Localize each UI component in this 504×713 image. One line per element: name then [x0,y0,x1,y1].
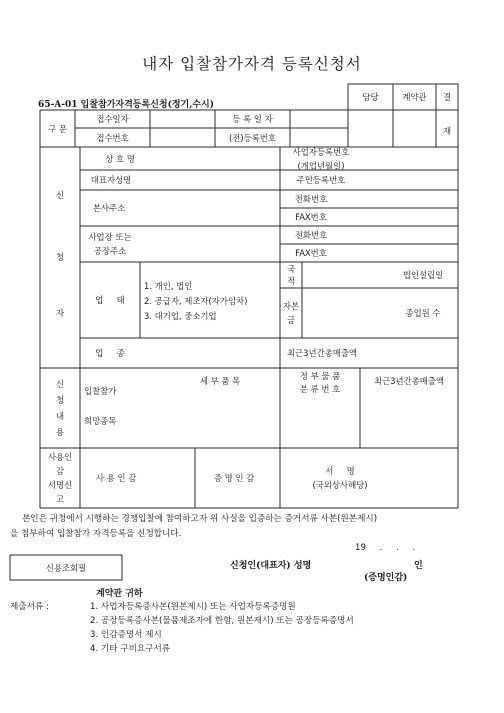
seal-mark: 인 [414,561,423,571]
seal-side-3: 서명신 [47,480,73,490]
statement-line-1: 본인은 귀청에서 시행하는 경쟁입찰에 참여하고자 위 사실을 입증하는 증거서류 사본(원본제시) [22,514,378,524]
workplace-label-1: 사업장 또는 [88,232,132,242]
bid-sales-label: 최근3년간총매출액 [373,376,445,386]
bid-side-3: 내 [55,411,65,421]
detail-items-label: 세 부 품 목 [199,376,241,386]
biz-type-options [144,279,247,324]
receipt-date-label: 접수일자 [96,114,129,124]
attachment-item-4: 4. 기타 구비요구서류 [90,644,171,654]
division-label: 구 문 [48,123,67,134]
bid-side-2: 청 [55,395,65,405]
capital-label-2: 금 [286,315,296,325]
signature-sub: (국외상사해당) [312,480,368,490]
gov-class-label-1: 정 부 물 품 [299,371,341,381]
biz-type-option-1: 1. 개인, 법인 [144,281,193,291]
signature-text: 서 명 [325,466,355,476]
sales-3yr-label: 최근3년간총매출액 [286,348,358,358]
reg-date-label: 등 록 일 자 [232,114,273,124]
biz-type-option-3: 3. 대기업, 중소기업 [144,311,217,321]
hq-address-label: 본사주소 [92,203,126,213]
statement-line-2: 을 첨부하여 입찰참가 자격등록을 신청합니다. [10,529,182,539]
attachment-item-3: 3. 인감증명서 제시 [90,630,162,640]
page-title: 내자 입찰참가자격 등록신청서 [142,55,362,73]
fax-2-label: FAX번호 [295,248,327,258]
biz-reg-no-sub: (개업년월일) [297,160,345,171]
nationality-label-1: 국 [286,264,296,274]
applicant-side-2: 청 [55,252,65,262]
capital-label-1: 자본 [282,301,300,311]
bid-label-1: 입찰참가 [84,386,117,396]
bid-side-label [40,374,80,442]
nationality-label-2: 적 [286,276,296,286]
approval-label-1: 결 [442,92,452,102]
applicant-sign-label: 신청인(대표자) 성명 [230,561,312,571]
biz-type-option-2: 2. 공급자, 제조자(자가임차) [144,296,248,306]
nationality-label [280,262,302,288]
capital-label [280,288,302,338]
industry-label: 업 종 [95,348,125,358]
cert-seal-label: 증 명 인 감 [213,473,255,483]
approval-officer: 계약관 [402,92,427,102]
seal-sub: (증명인감) [364,573,408,583]
bid-side-4: 용 [55,427,65,437]
biz-reg-no-text: 사업자등록번호 [292,146,350,157]
workplace-label [80,226,140,262]
est-date-label: 법인설립일 [402,270,444,280]
biz-reg-no-label [280,147,362,170]
seal-side-2: 감 [55,466,65,476]
applicant-side-1: 신 [55,190,65,200]
gov-class-label [280,368,360,398]
attachment-item-1: 1. 사업자등록증사본(원본제시) 또는 사업자등록증명원 [90,602,296,612]
phone-1-label: 전화번호 [294,194,328,204]
attachments-list [90,600,354,656]
approval-manager: 담당 [362,92,379,102]
seal-side-4: 고 [55,494,65,504]
approval-label-2: 재 [442,126,452,136]
bid-label-2: 희망종목 [84,416,117,426]
seal-side-label [40,448,80,508]
rep-name-label: 대표자성명 [90,175,132,185]
seal-side-1: 사용인 [47,452,73,462]
receipt-no-label: 접수번호 [96,132,129,143]
reg-no-label: (전)등록번호 [229,132,276,143]
workplace-label-2: 공장주소 [93,246,127,256]
phone-2-label: 전화번호 [294,230,328,240]
form-code: 65-A-01 입찰참가자격등록신청(정기,수시) [38,100,215,110]
company-name-label: 상 호 명 [105,153,135,164]
use-seal-label: 사 용 인 감 [95,473,137,483]
attachments-label: 제출서류 : [10,602,49,612]
date-line: 19 . . . [355,543,416,553]
biz-type-label: 업 태 [95,295,125,305]
signature-label [280,448,400,508]
fax-1-label: FAX번호 [295,212,327,222]
credit-label: 신용조회필 [45,562,87,573]
gov-class-label-2: 분 류 번 호 [299,384,341,394]
employees-label: 종업원 수 [405,308,441,318]
bid-side-1: 신 [55,379,65,389]
resident-no-label: 주민등록번호 [296,175,346,185]
addressee: 계약관 귀하 [96,589,143,599]
applicant-side-3: 자 [55,308,65,318]
attachment-item-2: 2. 공장등록증사본(물품제조자에 한함, 원본제시) 또는 공장등록증명서 [90,616,354,626]
